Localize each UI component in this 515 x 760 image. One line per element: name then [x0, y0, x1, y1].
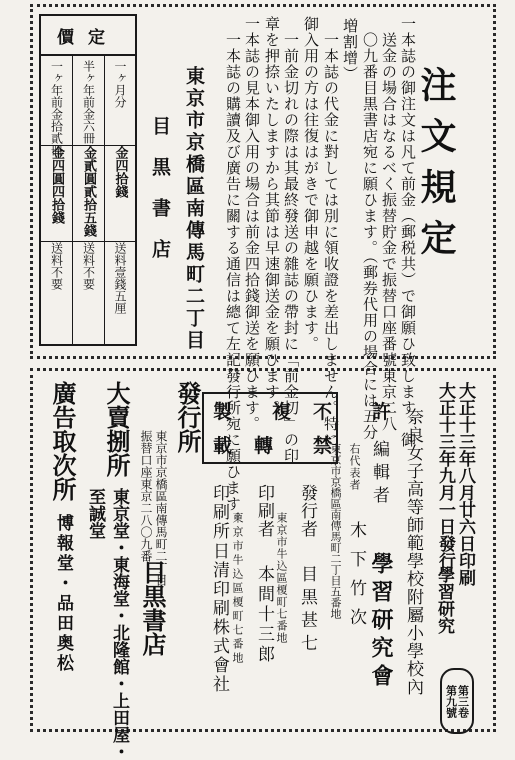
price-amount: 金四圓四拾錢: [49, 146, 64, 224]
editor-address: 東京市京橋區南傳馬町二丁目五番地: [329, 443, 342, 619]
price-postage: 送料不要: [81, 242, 96, 290]
price-postage: 送料壹錢五厘: [113, 242, 127, 314]
price-column: [41, 56, 73, 344]
price-table: [39, 14, 137, 346]
price-amount: 金貳圓貳拾五錢: [81, 146, 96, 237]
price-term: 一ヶ年前金拾貳冊: [49, 60, 64, 156]
issuer-role: 發行者: [297, 484, 317, 538]
reprint-notice-text: 製複: [213, 401, 332, 423]
printer-name: 本間十三郎: [254, 565, 274, 665]
price-term: 半ヶ年前金六冊: [81, 60, 96, 144]
order-notice-line: 章を押捺いたしますから其節は早速御送金を願ひます。: [263, 16, 281, 416]
order-notice-line: 〇九番目黒書店宛に願ひます。（郵券代用の場合には五分: [361, 32, 379, 441]
editor-name: 學習研究會: [368, 552, 394, 692]
issuer-address: 東京市牛込區榎町七番地: [275, 512, 288, 644]
printshop-role: 印刷所: [209, 484, 229, 541]
print-date: 大正十三年八月廿六日印刷: [455, 382, 475, 586]
reprint-notice-text: 禁: [313, 435, 355, 457]
printer-address: 東京市牛込區榎町七番地: [231, 512, 244, 666]
price-column: [105, 56, 135, 344]
editor-rep-name: 木下竹次: [346, 521, 366, 637]
ad-agency-list: 博報堂・品田奥松: [53, 514, 73, 674]
order-notice-line: 一本誌の代金に對しては別に領收證を差出しません。特に: [322, 32, 340, 448]
price-amount: 金四拾錢: [112, 146, 128, 198]
volume-number: 第三卷: [456, 684, 470, 718]
publishing-office-address: 東京市京橋區南傳馬町二丁目: [154, 430, 168, 586]
editor-rep-label: 右代表者: [348, 443, 361, 491]
publishing-office-label: 發行所: [173, 381, 202, 453]
price-table-title: 價定: [41, 16, 135, 56]
order-notice-line: 増割增）: [341, 18, 359, 82]
reprint-notice-text: 不許: [313, 401, 432, 423]
issue-date: 大正十三年九月一日發行: [435, 382, 455, 569]
price-term-cell: [105, 60, 135, 146]
school-name: 奈良女子高等師範學校附屬小學校內: [403, 408, 423, 696]
price-term-cell: [41, 60, 72, 156]
editor-role: 編輯者: [369, 440, 389, 509]
printer-role: 印刷者: [254, 484, 274, 538]
publishing-office-name: 目黒書店: [138, 560, 167, 656]
printshop-name: 日清印刷株式會社: [209, 542, 229, 694]
publisher-name-top: 目黒書店: [149, 116, 171, 280]
price-postage: 送料不要: [49, 242, 64, 290]
price-amount-cell: [41, 146, 72, 242]
price-column: [73, 56, 105, 344]
price-postage-cell: [105, 242, 135, 344]
distributors-list: 東京堂・東海堂・北隆館・上田屋・: [109, 488, 129, 760]
order-notice-line: 送金の場合はなるべく振替貯金で振替口座番號東京二八: [380, 32, 398, 432]
order-notice-line: 一前金切れの際は其最終發送の雜誌の帶封に「前金切」の印: [282, 32, 300, 464]
publishing-office-transfer-account: 振替口座東京二八〇九番: [139, 430, 153, 562]
price-term: 一ヶ月分: [113, 60, 127, 108]
price-term-cell: [73, 60, 104, 146]
price-amount-cell: [105, 146, 135, 242]
distributors-list-continued: 至誠堂: [85, 488, 105, 539]
order-notice-line: 御入用の方は往復はがきで御申越を願ひます。: [302, 16, 320, 352]
publisher-address-top: 東京市京橋區南傳馬町二丁目: [183, 66, 205, 352]
price-amount-cell: [73, 146, 104, 242]
price-postage-cell: [73, 242, 104, 344]
price-postage-cell: [41, 242, 72, 344]
order-notice-title: 注文規定: [415, 66, 457, 270]
ad-agency-label: 廣告取次所: [48, 381, 77, 501]
issue-number: 第九號: [444, 684, 458, 718]
issuer-name: 目黒甚七: [297, 565, 317, 657]
order-notice-line: 一本誌の見本御入用の場合は前金四拾錢御送を願ひます。: [243, 16, 261, 432]
volume-badge: [440, 668, 474, 734]
distributors-label: 大賣捌所: [102, 381, 131, 477]
order-notice-line: 一本誌の御注文は凡て前金（郵税共）で御願ひ致します。御: [399, 16, 417, 448]
reprint-notice-text: 載轉: [213, 435, 296, 457]
order-notice-line: 一本誌の購讀及び廣告に關する通信は總て左記發行所宛に願ひます。: [224, 32, 242, 528]
magazine-title: 學習研究: [434, 566, 454, 634]
